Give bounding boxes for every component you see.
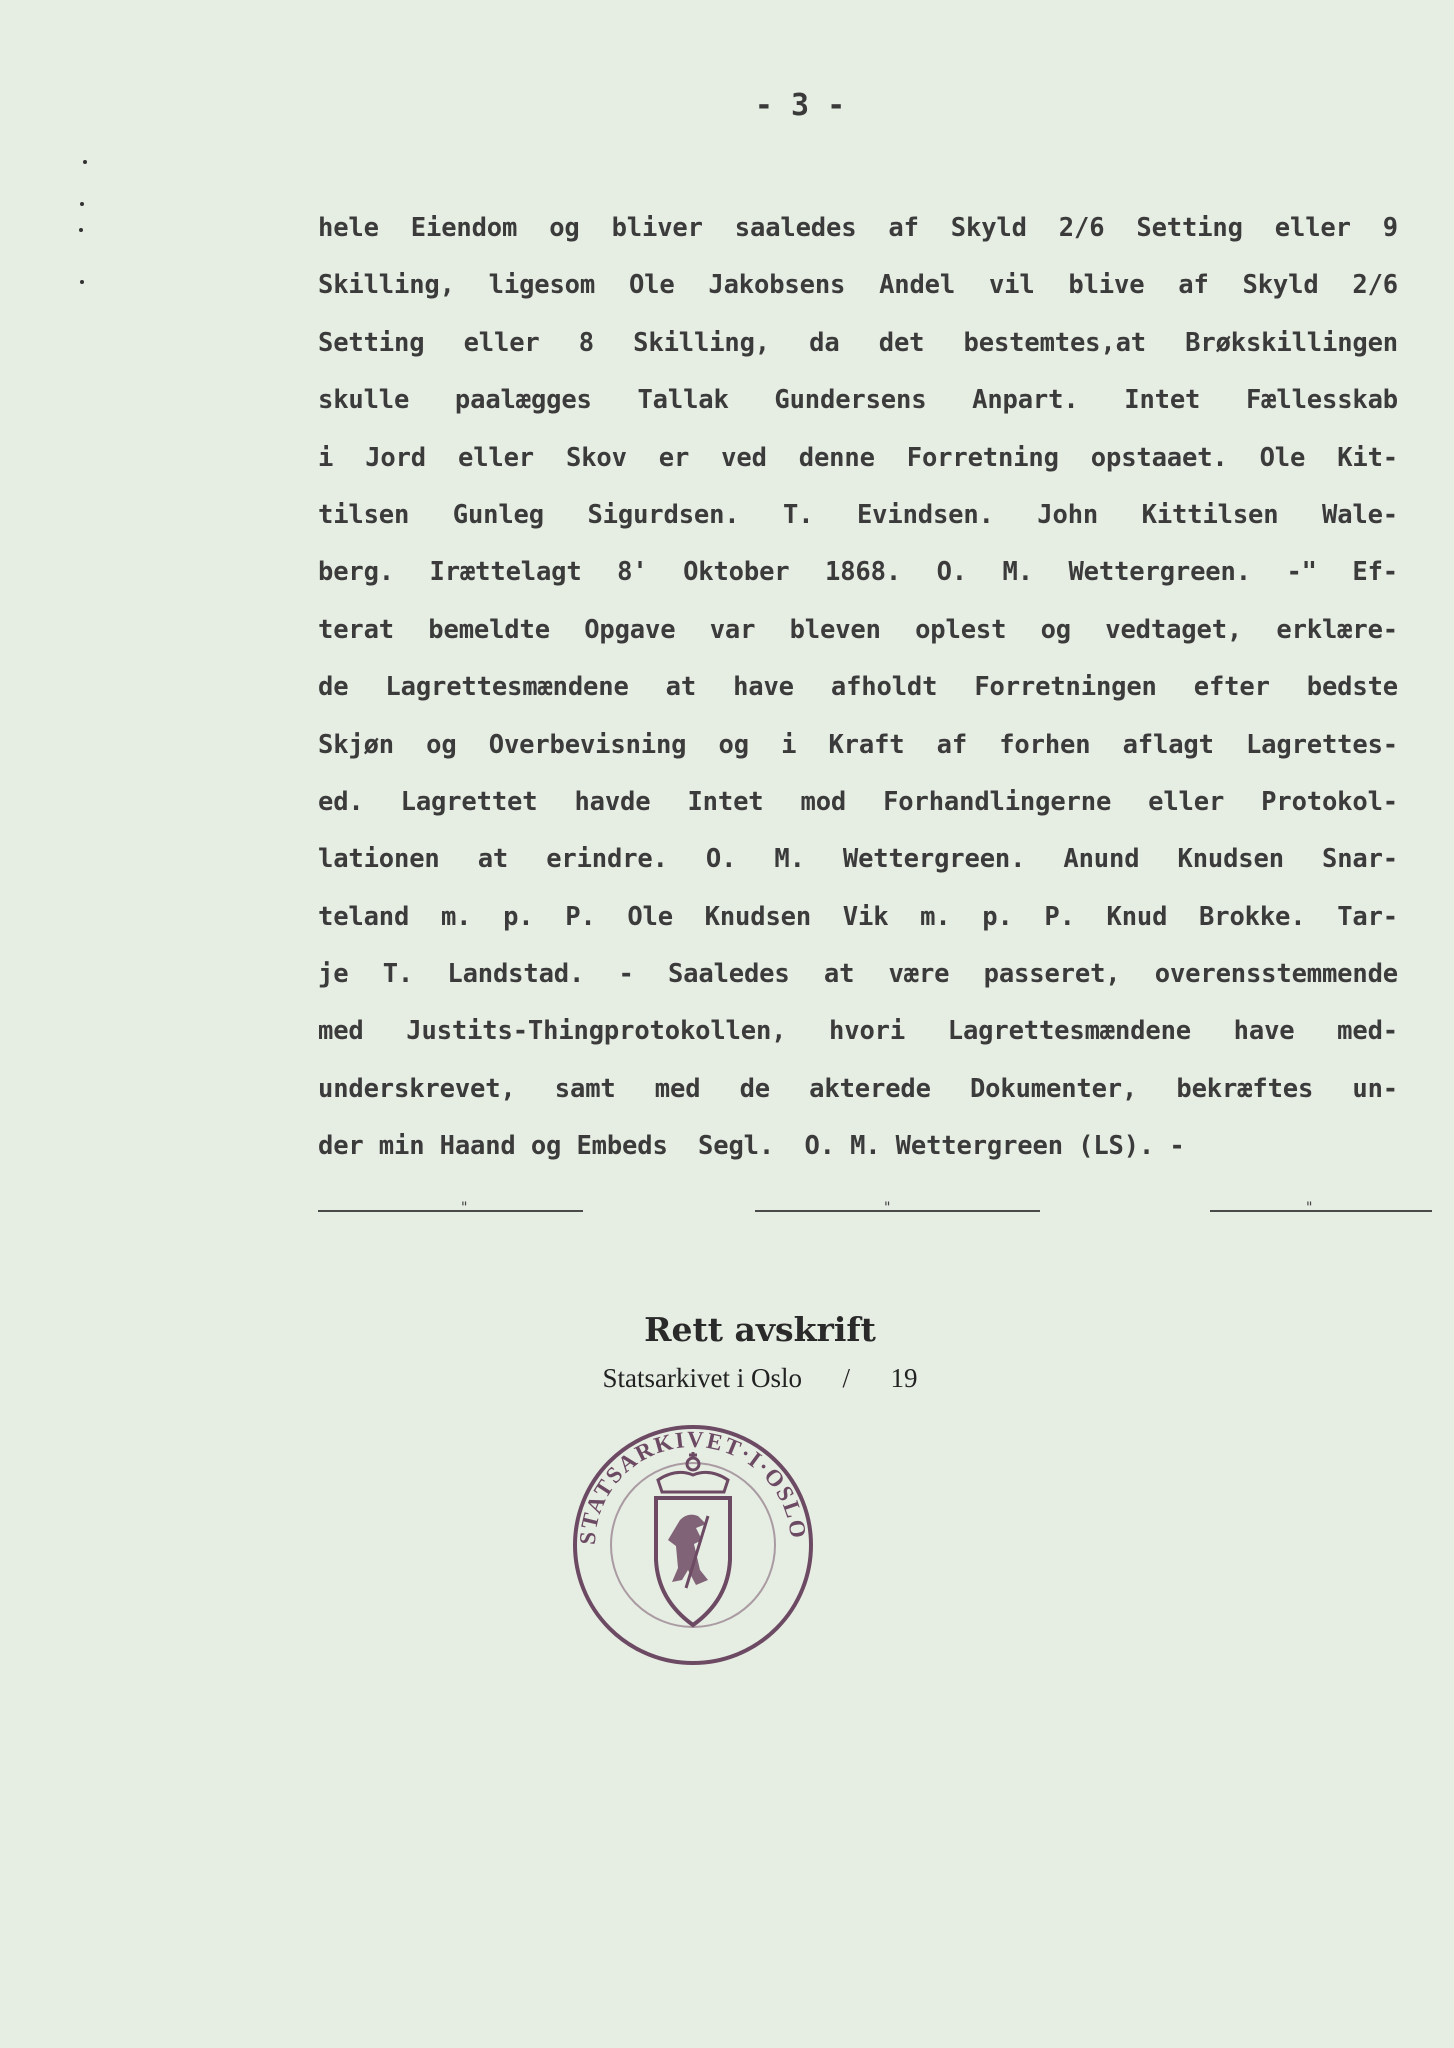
page-number: - 3 - bbox=[754, 88, 846, 123]
body-line: je T. Landstad. - Saaledes at være passeret, overensstemmende bbox=[318, 959, 1398, 990]
body-line: i Jord eller Skov er ved denne Forretning opstaaet. Ole Kit- bbox=[318, 442, 1398, 473]
body-line: tilsen Gunleg Sigurdsen. T. Evindsen. John Kittilsen Wale- bbox=[318, 499, 1398, 530]
certification-subtitle: Statsarkivet i Oslo / 19 bbox=[602, 1363, 918, 1393]
seal-text: STATSARKIVET·I·OSLO bbox=[574, 1426, 812, 1546]
separator-line bbox=[755, 1200, 1040, 1216]
certification-title: Rett avskrift bbox=[644, 1310, 876, 1349]
coat-of-arms-icon bbox=[656, 1452, 730, 1625]
punch-mark bbox=[79, 228, 83, 232]
punch-mark bbox=[83, 160, 87, 164]
separator-mark: " bbox=[460, 1200, 469, 1216]
body-line: skulle paalægges Tallak Gundersens Anpart. Intet Fællesskab bbox=[318, 385, 1398, 416]
archive-seal bbox=[568, 1420, 818, 1670]
body-line: terat bemeldte Opgave var bleven oplest og vedtaget, erklære- bbox=[318, 614, 1398, 645]
separator-mark: " bbox=[1305, 1200, 1314, 1216]
body-line: ed. Lagrettet havde Intet mod Forhandlingerne eller Protokol- bbox=[318, 786, 1398, 817]
body-line: Skilling, ligesom Ole Jakobsens Andel vil blive af Skyld 2/6 bbox=[318, 270, 1398, 301]
body-line: Setting eller 8 Skilling, da det bestemtes,at Brøkskillingen bbox=[318, 327, 1398, 358]
body-line: teland m. p. P. Ole Knudsen Vik m. p. P. Knud Brokke. Tar- bbox=[318, 901, 1398, 932]
body-line: de Lagrettesmændene at have afholdt Forretningen efter bedste bbox=[318, 672, 1398, 703]
body-line: med Justits-Thingprotokollen, hvori Lagrettesmændene have med- bbox=[318, 1016, 1398, 1047]
separator-line bbox=[1210, 1200, 1432, 1216]
separator-line bbox=[318, 1200, 583, 1216]
body-line: berg. Irættelagt 8' Oktober 1868. O. M. Wettergreen. -" Ef- bbox=[318, 557, 1398, 588]
punch-mark bbox=[80, 280, 84, 284]
body-line: underskrevet, samt med de akterede Dokumenter, bekræftes un- bbox=[318, 1073, 1398, 1104]
punch-mark bbox=[80, 202, 84, 206]
body-line: Skjøn og Overbevisning og i Kraft af forhen aflagt Lagrettes- bbox=[318, 729, 1398, 760]
body-line-last: der min Haand og Embeds Segl. O. M. Wettergreen (LS). - bbox=[318, 1131, 1185, 1162]
body-line: hele Eiendom og bliver saaledes af Skyld 2/6 Setting eller 9 bbox=[318, 213, 1398, 243]
body-line: lationen at erindre. O. M. Wettergreen. Anund Knudsen Snar- bbox=[318, 844, 1398, 875]
typewritten-body bbox=[318, 200, 1398, 1176]
separator-mark: " bbox=[883, 1200, 892, 1216]
